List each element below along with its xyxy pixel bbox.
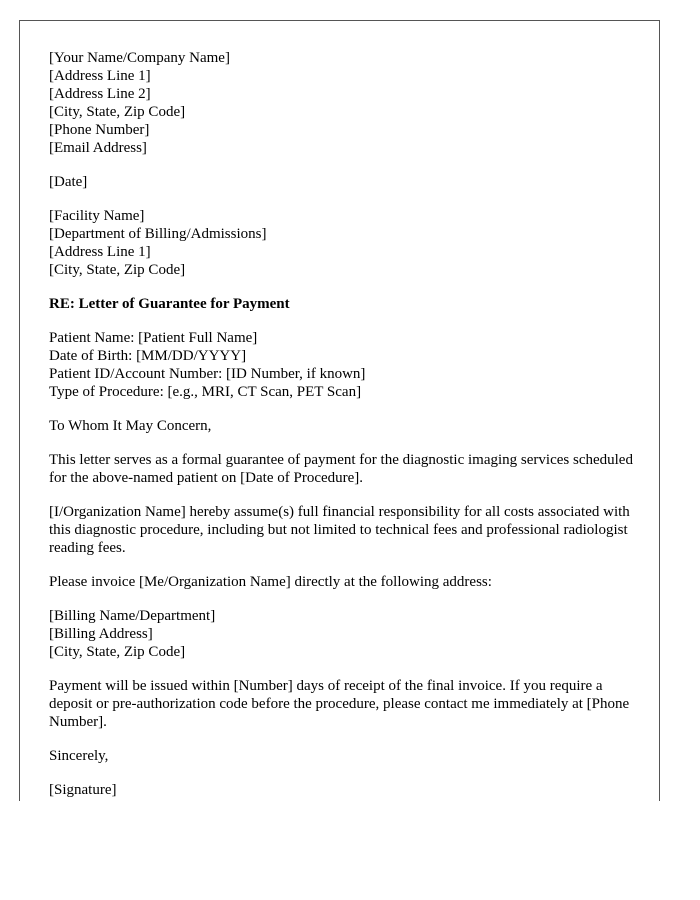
recipient-address-line1: [Address Line 1]: [49, 244, 151, 260]
patient-dob: Date of Birth: [MM/DD/YYYY]: [49, 348, 247, 364]
billing-name: [Billing Name/Department]: [49, 608, 216, 624]
recipient-facility: [Facility Name]: [49, 208, 145, 224]
billing-block: [49, 607, 644, 661]
sender-phone: [Phone Number]: [49, 122, 150, 138]
sender-block: [49, 49, 644, 157]
sender-address-line2: [Address Line 2]: [49, 86, 151, 102]
letter-date: [Date]: [49, 174, 88, 190]
salutation: To Whom It May Concern,: [49, 418, 212, 434]
body-paragraph-invoice: Please invoice [Me/Organization Name] directly at the following address:: [49, 574, 492, 590]
sender-city-state-zip: [City, State, Zip Code]: [49, 104, 186, 120]
sender-email: [Email Address]: [49, 140, 147, 156]
billing-address: [Billing Address]: [49, 626, 153, 642]
recipient-department: [Department of Billing/Admissions]: [49, 226, 267, 242]
subject-block: [49, 295, 644, 313]
patient-name: Patient Name: [Patient Full Name]: [49, 330, 258, 346]
letter-content: [49, 49, 644, 801]
letter-page: [19, 20, 660, 801]
body-paragraph-responsibility: [I/Organization Name] hereby assume(s) full financial responsibility for all costs associated with this diagnostic procedure, including but not limited to technical fees and professional radiologist reading fees.: [49, 504, 630, 556]
date-block: [49, 173, 644, 191]
sender-name: [Your Name/Company Name]: [49, 50, 230, 66]
payment-terms-paragraph: Payment will be issued within [Number] days of receipt of the final invoice. If you require a deposit or pre-authorization code before the procedure, please contact me immediately at [Phone Number].: [49, 678, 630, 730]
sign-off: Sincerely,: [49, 748, 109, 764]
patient-id: Patient ID/Account Number: [ID Number, if known]: [49, 366, 366, 382]
sender-address-line1: [Address Line 1]: [49, 68, 151, 84]
recipient-block: [49, 207, 644, 279]
billing-city-state-zip: [City, State, Zip Code]: [49, 644, 186, 660]
subject-line: RE: Letter of Guarantee for Payment: [49, 296, 290, 312]
procedure-type: Type of Procedure: [e.g., MRI, CT Scan, PET Scan]: [49, 384, 362, 400]
recipient-city-state-zip: [City, State, Zip Code]: [49, 262, 186, 278]
patient-info-block: [49, 329, 644, 401]
signature-placeholder: [Signature]: [49, 782, 117, 798]
body-paragraph-guarantee: This letter serves as a formal guarantee of payment for the diagnostic imaging services scheduled for the above-named patient on [Date of Procedure].: [49, 452, 633, 486]
